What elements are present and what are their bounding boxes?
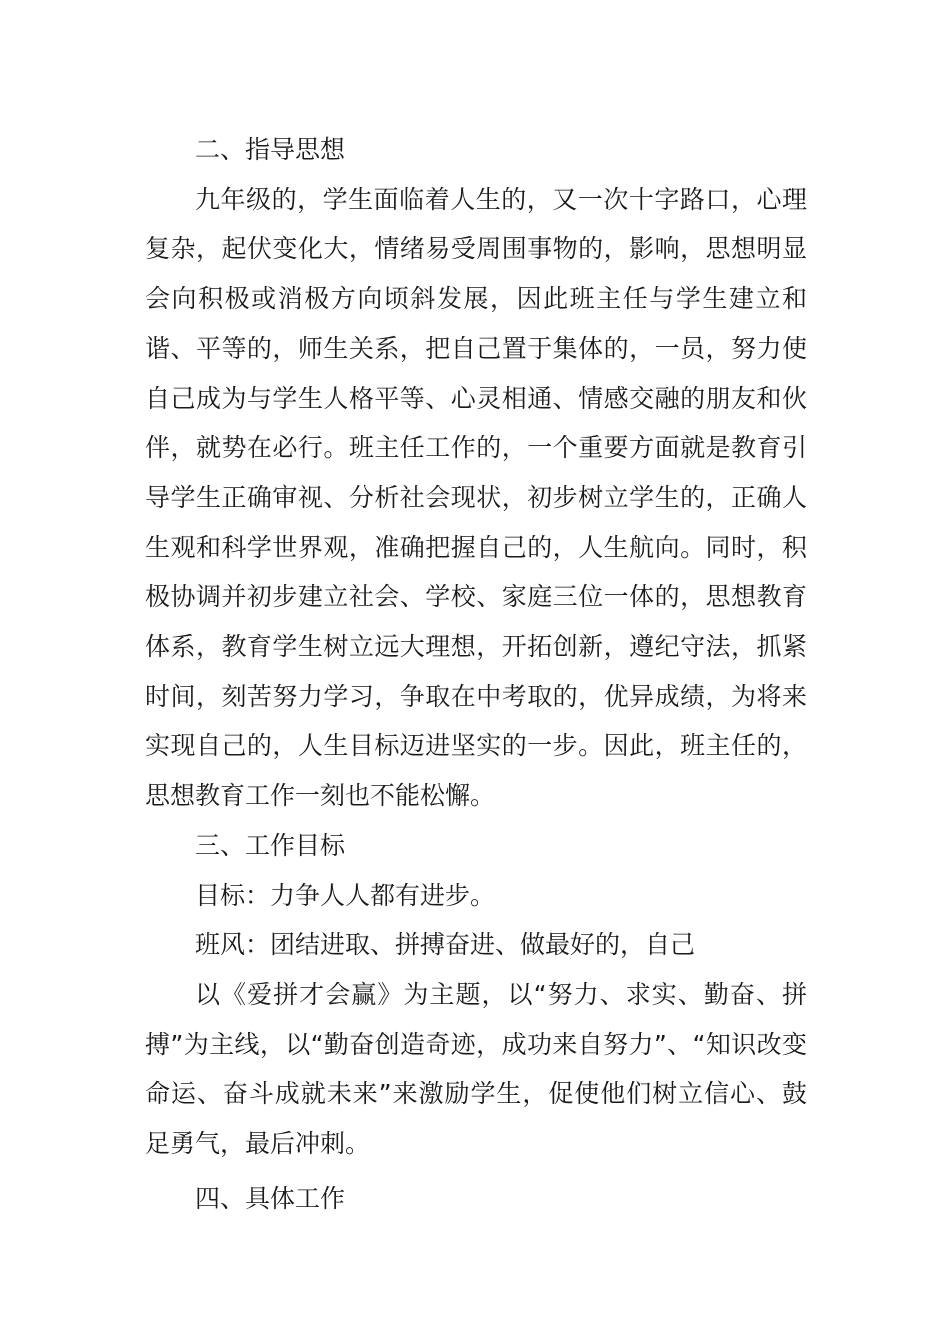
paragraph-class-style: 班风：团结进取、拼搏奋进、做最好的，自己 xyxy=(195,930,696,960)
paragraph-guiding-ideology: 九年级的，学生面临着人生的，又一次十字路口，心理复杂，起伏变化大，情绪易受周围事物的，影响，思想明显会向积极或消极方向顷斜发展，因此班主任与学生建立和谐、平等的，师生关系，把自己置于集体的，一员，努力使自己成为与学生人格平等、心灵相通、情感交融的朋友和伙伴，就势在必行。班主任工作的，一个重要方面就是教育引导学生正确审视、分析社会现状，初步树立学生的，正确人生观和科学世界观，准确把握自己的，人生航向。同时，积极协调并初步建立社会、学校、家庭三位一体的，思想教育体系，教育学生树立远大理想，开拓创新，遵纪守法，抓紧时间，刻苦努力学习，争取在中考取的，优异成绩，为将来实现自己的，人生目标迈进坚实的一步。因此，班主任的，思想教育工作一刻也不能松懈。 xyxy=(145,184,807,811)
section-heading-work-goals: 三、工作目标 xyxy=(195,830,346,860)
paragraph-goal: 目标：力争人人都有进步。 xyxy=(195,880,496,910)
section-heading-specific-work: 四、具体工作 xyxy=(195,1183,346,1213)
document-body xyxy=(145,125,807,1223)
paragraph-theme: 以《爱拼才会赢》为主题，以“努力、求实、勤奋、拼搏”为主线，以“勤奋创造奇迹，成功来自努力”、“知识改变命运、奋斗成就未来”来激励学生，促使他们树立信心、鼓足勇气，最后冲刺。 xyxy=(145,979,807,1159)
section-heading-guiding-ideology: 二、指导思想 xyxy=(195,135,346,164)
